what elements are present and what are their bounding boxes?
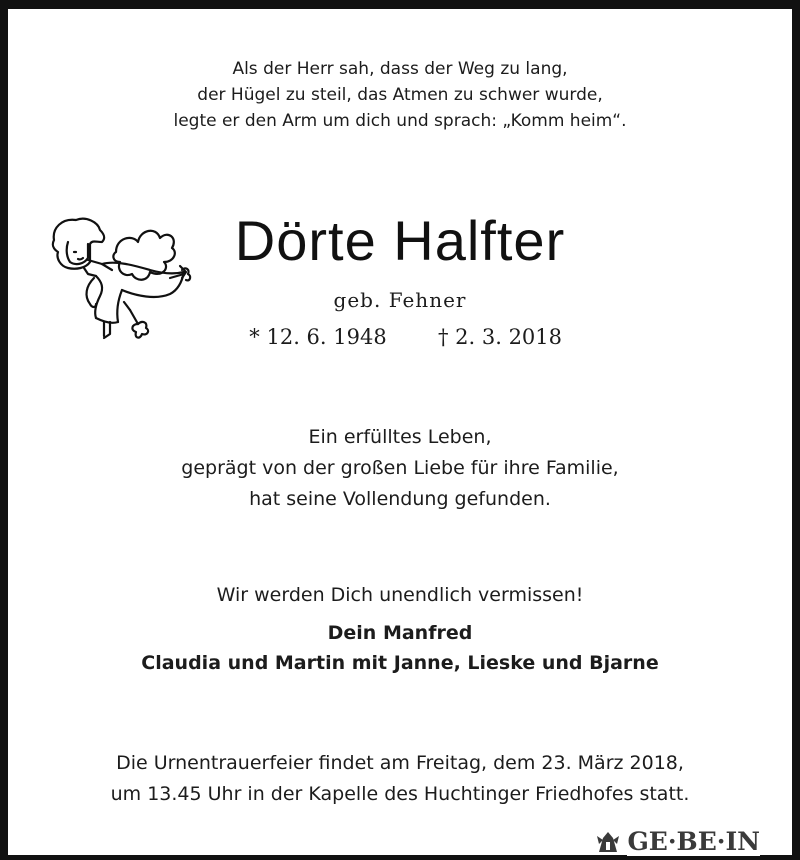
service-announcement	[0, 748, 800, 810]
signature-line-1: Dein Manfred	[327, 622, 473, 644]
opening-quote	[0, 56, 800, 134]
publisher-logo-text: GE·BE·IN	[627, 826, 760, 856]
quote-line-2: der Hügel zu steil, das Atmen zu schwer wurde,	[197, 85, 603, 105]
tribute-line-1: Ein erfülltes Leben,	[308, 426, 492, 448]
deceased-name: Dörte Halfter	[234, 209, 566, 272]
tribute-line-2: geprägt von der großen Liebe für ihre Familie,	[181, 457, 619, 479]
service-line-2: um 13.45 Uhr in der Kapelle des Huchtinger Friedhofes statt.	[110, 783, 690, 805]
death-date: † 2. 3. 2018	[437, 325, 563, 349]
angel-logo-icon	[595, 828, 621, 854]
farewell-message: Wir werden Dich unendlich vermissen!	[216, 584, 584, 606]
tribute-text	[0, 422, 800, 515]
publisher-logo	[595, 826, 760, 856]
signature-line-2: Claudia und Martin mit Janne, Lieske und Bjarne	[141, 652, 659, 674]
quote-line-3: legte er den Arm um dich und sprach: „Komm heim“.	[173, 111, 627, 131]
tribute-line-3: hat seine Vollendung gefunden.	[249, 488, 551, 510]
birth-date: * 12. 6. 1948	[249, 325, 387, 349]
service-line-1: Die Urnentrauerfeier findet am Freitag, dem 23. März 2018,	[116, 752, 684, 774]
quote-line-1: Als der Herr sah, dass der Weg zu lang,	[232, 59, 568, 79]
maiden-name: geb. Fehner	[333, 288, 467, 312]
child-angel-drawing-icon	[46, 212, 206, 352]
